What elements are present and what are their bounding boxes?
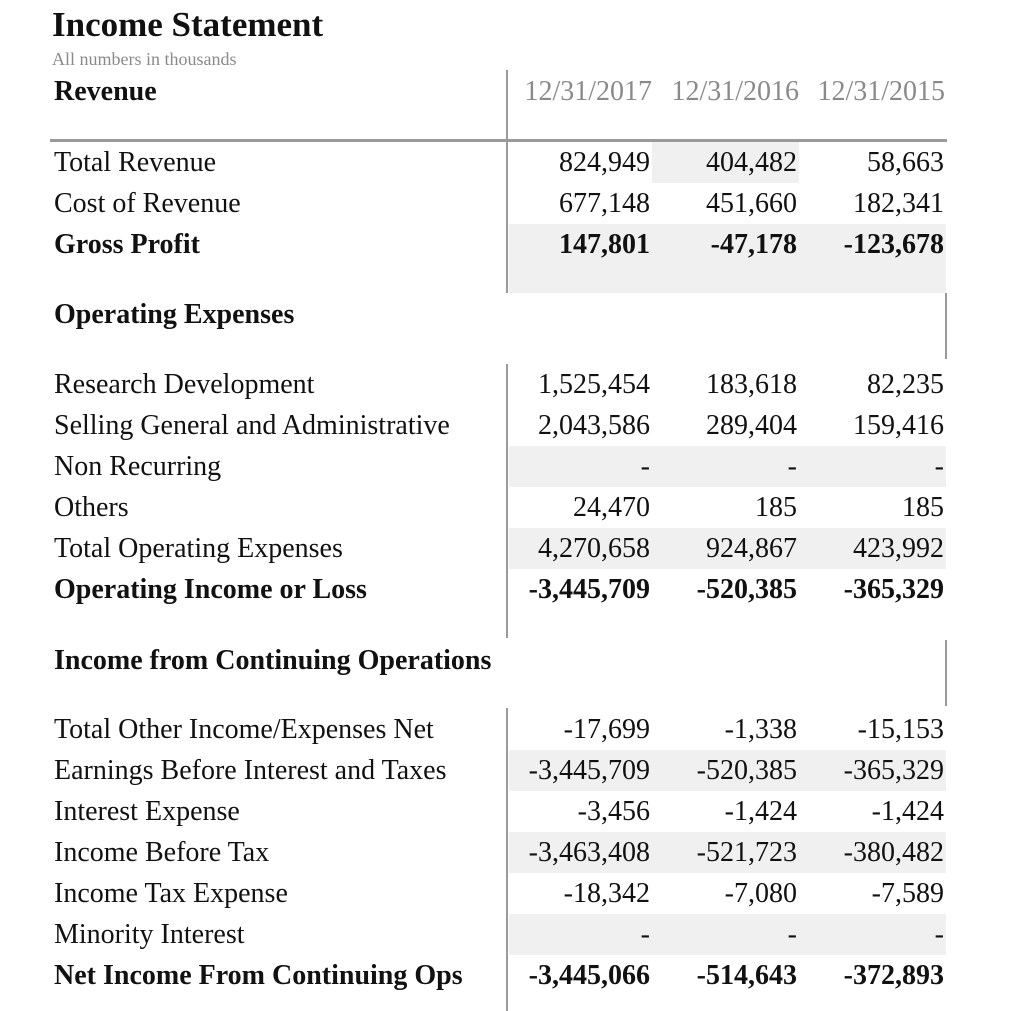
table-row — [0, 142, 1024, 183]
value-cell: 182,341 — [853, 188, 944, 219]
column-header-2015: 12/31/2015 — [817, 76, 945, 107]
value-cell: -521,723 — [652, 832, 799, 873]
table-row — [0, 487, 1024, 528]
row-label: Total Revenue — [54, 147, 217, 178]
row-label: Earnings Before Interest and Taxes — [54, 755, 447, 786]
value-cell: 289,404 — [706, 410, 797, 441]
value-cell: -520,385 — [696, 574, 797, 605]
table-row — [0, 914, 1024, 955]
row-label: Net Income From Continuing Ops — [54, 960, 463, 991]
value-cell: -3,445,709 — [509, 750, 652, 791]
value-cell: 4,270,658 — [509, 528, 652, 569]
value-cell: - — [509, 446, 652, 487]
value-cell: -3,445,709 — [528, 574, 650, 605]
value-cell: 924,867 — [652, 528, 799, 569]
header-column-divider — [506, 70, 508, 141]
value-cell: - — [799, 446, 946, 487]
value-cell: 824,949 — [559, 147, 650, 178]
table-row — [0, 955, 1024, 996]
table-row — [0, 364, 1024, 405]
table-row — [0, 446, 1024, 487]
row-label: Total Other Income/Expenses Net — [54, 714, 434, 745]
value-cell: -3,463,408 — [509, 832, 652, 873]
row-label: Minority Interest — [54, 919, 245, 950]
value-cell: -1,424 — [871, 796, 944, 827]
value-cell: 185 — [902, 492, 944, 523]
value-cell: -123,678 — [799, 224, 946, 265]
row-label: Total Operating Expenses — [54, 533, 343, 564]
revenue-shaded-spacer — [509, 265, 946, 293]
value-cell: -47,178 — [652, 224, 799, 265]
table-row — [0, 873, 1024, 914]
value-cell: 183,618 — [706, 369, 797, 400]
value-cell: 404,482 — [652, 142, 799, 183]
value-cell: -520,385 — [652, 750, 799, 791]
value-cell: - — [509, 914, 652, 955]
value-cell: 677,148 — [559, 188, 650, 219]
row-label: Gross Profit — [54, 229, 200, 260]
table-row — [0, 791, 1024, 832]
value-cell: 423,992 — [799, 528, 946, 569]
revenue-section-header: Revenue — [54, 76, 157, 107]
value-cell: -15,153 — [857, 714, 944, 745]
column-header-2017: 12/31/2017 — [524, 76, 652, 107]
row-label: Income Before Tax — [54, 837, 270, 868]
value-cell: -18,342 — [563, 878, 650, 909]
value-cell: 451,660 — [706, 188, 797, 219]
page-title: Income Statement — [52, 5, 324, 44]
value-cell: - — [799, 914, 946, 955]
table-row — [0, 224, 1024, 265]
table-row — [0, 750, 1024, 791]
value-cell: -372,893 — [843, 960, 944, 991]
column-header-2016: 12/31/2016 — [671, 76, 799, 107]
value-cell: 58,663 — [867, 147, 944, 178]
value-cell: -7,080 — [724, 878, 797, 909]
value-cell: 2,043,586 — [538, 410, 650, 441]
value-cell: 82,235 — [867, 369, 944, 400]
table-row — [0, 405, 1024, 446]
opex-right-divider — [945, 293, 947, 359]
value-cell: -365,329 — [843, 574, 944, 605]
row-label: Selling General and Administrative — [54, 410, 450, 441]
table-row — [0, 569, 1024, 610]
value-cell: 1,525,454 — [538, 369, 650, 400]
value-cell: 159,416 — [853, 410, 944, 441]
row-label: Cost of Revenue — [54, 188, 241, 219]
table-row — [0, 709, 1024, 750]
value-cell: -17,699 — [563, 714, 650, 745]
value-cell: - — [652, 914, 799, 955]
row-label: Operating Income or Loss — [54, 574, 367, 605]
row-label: Interest Expense — [54, 796, 240, 827]
row-label: Non Recurring — [54, 451, 222, 482]
value-cell: - — [652, 446, 799, 487]
value-cell: -3,445,066 — [528, 960, 650, 991]
continuing-right-divider — [945, 640, 947, 706]
value-cell: -3,456 — [577, 796, 650, 827]
value-cell: -1,338 — [724, 714, 797, 745]
units-note: All numbers in thousands — [52, 49, 237, 69]
value-cell: 24,470 — [573, 492, 650, 523]
value-cell: -514,643 — [696, 960, 797, 991]
value-cell: 185 — [755, 492, 797, 523]
value-cell: 147,801 — [509, 224, 652, 265]
table-row — [0, 528, 1024, 569]
table-row — [0, 832, 1024, 873]
value-cell: -1,424 — [724, 796, 797, 827]
operating-expenses-title: Operating Expenses — [54, 299, 295, 330]
row-label: Others — [54, 492, 129, 523]
value-cell: -7,589 — [871, 878, 944, 909]
row-label: Income Tax Expense — [54, 878, 288, 909]
value-cell: -365,329 — [799, 750, 946, 791]
row-label: Research Development — [54, 369, 315, 400]
value-cell: -380,482 — [799, 832, 946, 873]
table-row — [0, 183, 1024, 224]
continuing-operations-title: Income from Continuing Operations — [54, 645, 492, 676]
